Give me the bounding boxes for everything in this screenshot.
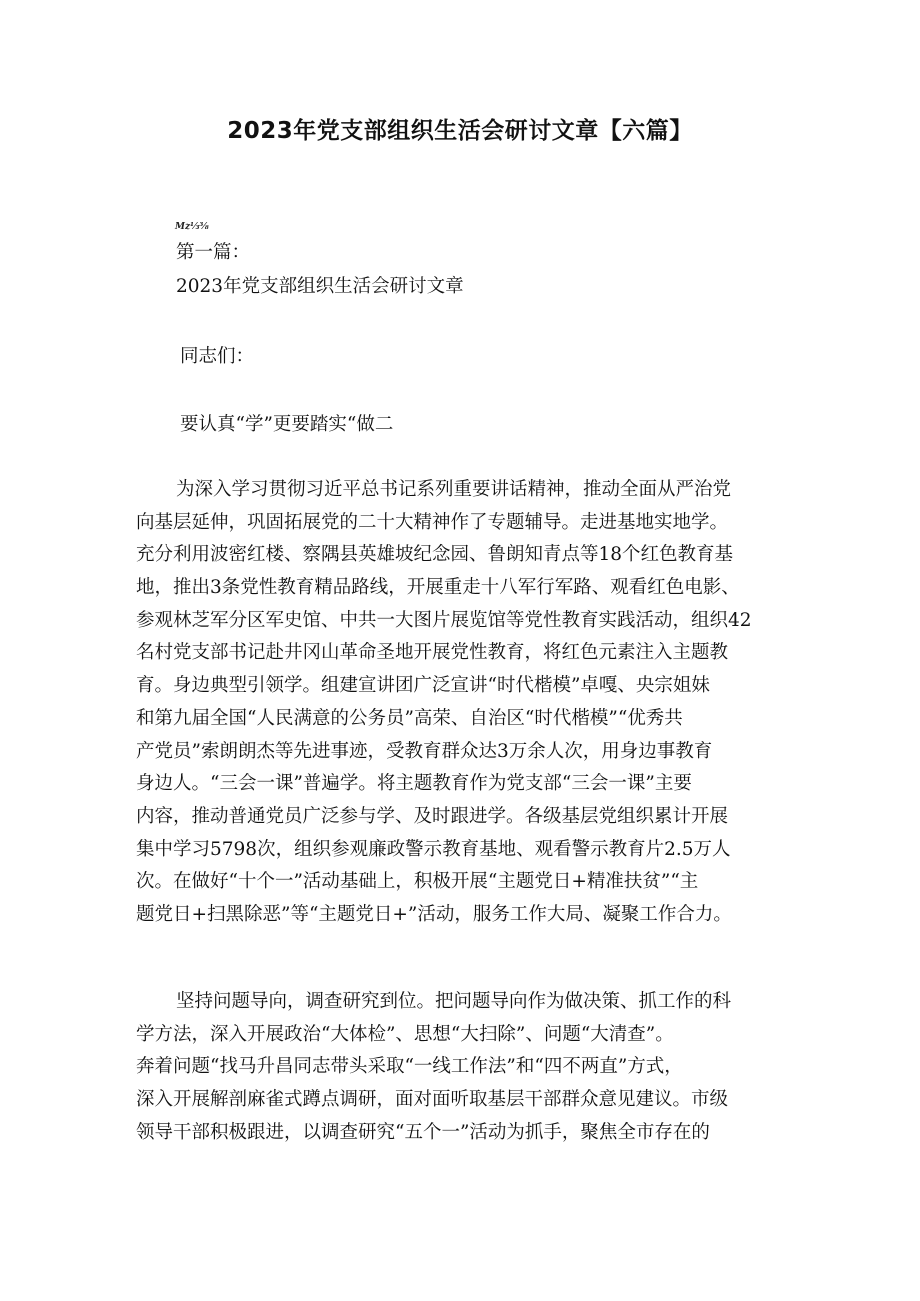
section-title: 2023年党支部组织生活会研讨文章 (176, 276, 464, 297)
paragraph-line: 向基层延伸，巩固拓展党的二十大精神作了专题辅导。走进基地实地学。 (136, 511, 729, 533)
paragraph-line: 奔着问题“找马升昌同志带头采取“一线工作法”和“四不两直”方式， (136, 1056, 683, 1078)
paragraph-line: 育。身边典型引领学。组建宣讲团广泛宣讲“时代楷模”卓嘎、央宗姐妹 (136, 675, 710, 697)
paragraph-line: 充分利用波密红楼、察隅县英雄坡纪念园、鲁朗知青点等18个红色教育基 (136, 544, 734, 566)
paragraph-line: 参观林芝军分区军史馆、中共一大图片展览馆等党性教育实践活动，组织42 (136, 609, 752, 631)
paragraph-line: 坚持问题导向，调查研究到位。把问题导向作为做决策、抓工作的科 (176, 991, 732, 1012)
paragraph-1 (136, 474, 796, 932)
paragraph-line: 地，推出3条党性教育精品路线，开展重走十八军行军路、观看红色电影、 (136, 577, 740, 599)
paragraph-line: 名村党支部书记赴井冈山革命圣地开展党性教育，将红色元素注入主题教 (136, 642, 729, 664)
paragraph-line: 学方法，深入开展政治“大体检”、思想“大扫除”、问题“大清查”。 (136, 1023, 674, 1045)
paragraph-2 (136, 986, 796, 1149)
paragraph-line: 集中学习5798次，组织参观廉政警示教育基地、观看警示教育片2.5万人 (136, 838, 731, 860)
small-stamp-text: Mz⅓⅜ (175, 222, 209, 232)
paragraph-line: 次。在做好“十个一”活动基础上，积极开展“主题党日+精准扶贫”“主 (136, 871, 699, 893)
salutation: 同志们： (180, 346, 255, 367)
paragraph-line: 为深入学习贯彻习近平总书记系列重要讲话精神，推动全面从严治党 (176, 479, 732, 500)
paragraph-line: 深入开展解剖麻雀式蹲点调研，面对面听取基层干部群众意见建议。市级 (136, 1089, 729, 1111)
paragraph-line: 内容，推动普通党员广泛参与学、及时跟进学。各级基层党组织累计开展 (136, 805, 729, 827)
paragraph-line: 题党日+扫黑除恶”等“主题党日+”活动，服务工作大局、凝聚工作合力。 (136, 903, 732, 925)
document-title: 2023年党支部组织生活会研讨文章【六篇】 (227, 118, 693, 144)
paragraph-line: 身边人。“三会一课”普遍学。将主题教育作为党支部“三会一课”主要 (136, 773, 692, 795)
subheading: 要认真“学”更要踏实“做二 (180, 414, 394, 435)
paragraph-line: 和第九届全国“人民满意的公务员”高荣、自治区“时代楷模”“优秀共 (136, 707, 683, 729)
paragraph-line: 领导干部积极跟进，以调查研究“五个一”活动为抓手，聚焦全市存在的 (136, 1121, 710, 1143)
paragraph-line: 产党员”索朗朗杰等先进事迹，受教育群众达3万余人次，用身边事教育 (136, 740, 713, 762)
section-label: 第一篇： (176, 242, 251, 263)
